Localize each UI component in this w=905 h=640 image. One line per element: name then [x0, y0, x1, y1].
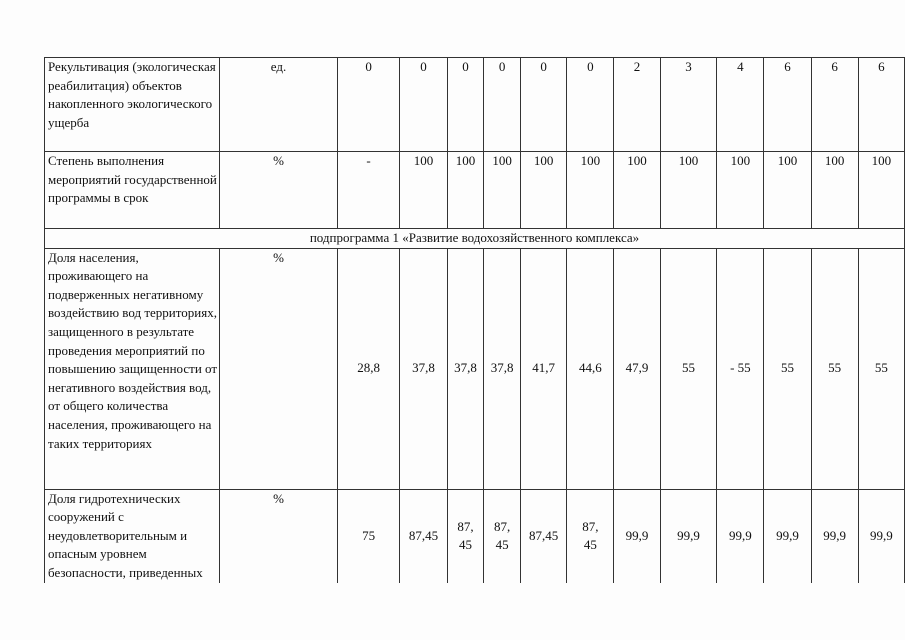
- indicator-name: Рекультивация (экологическая реабилитация) объектов накопленного экологического ущерба: [45, 58, 220, 152]
- value-cell: 6: [764, 58, 811, 152]
- value-cell: - 55: [717, 248, 764, 489]
- table-row: [45, 248, 905, 489]
- value-cell: 99,9: [858, 489, 904, 582]
- wrapped-value: 87,45: [457, 518, 474, 552]
- value-cell: 100: [858, 152, 904, 229]
- unit-cell: %: [220, 152, 338, 229]
- value-cell: 55: [811, 248, 858, 489]
- value-cell: 0: [520, 58, 566, 152]
- value-cell: 55: [660, 248, 717, 489]
- value-cell: 28,8: [337, 248, 399, 489]
- value-cell: [484, 489, 521, 582]
- value-cell: 99,9: [764, 489, 811, 582]
- indicator-name: Доля населения, проживающего на подверженных негативному воздействию вод территориях, защищенного в результате проведения мероприятий по повышению защищенности от негативного воздействия вод, от общего количества населения, проживающего на таких территориях: [45, 248, 220, 489]
- value-cell: 6: [858, 58, 904, 152]
- value-cell: 37,8: [400, 248, 447, 489]
- value-cell: 99,9: [717, 489, 764, 582]
- value-cell: 6: [811, 58, 858, 152]
- value-cell: 2: [614, 58, 660, 152]
- value-cell: 0: [484, 58, 521, 152]
- wrapped-value: 87,45: [493, 518, 511, 552]
- value-cell: 75: [337, 489, 399, 582]
- indicator-name: Доля гидротехнических сооружений с неудовлетворительным и опасным уровнем безопасности, приведенных: [45, 489, 220, 582]
- value-cell: 100: [484, 152, 521, 229]
- value-cell: 55: [858, 248, 904, 489]
- value-cell: 99,9: [614, 489, 660, 582]
- value-cell: [447, 489, 484, 582]
- value-cell: 100: [717, 152, 764, 229]
- value-cell: 37,8: [447, 248, 484, 489]
- value-cell: 99,9: [811, 489, 858, 582]
- value-cell: 37,8: [484, 248, 521, 489]
- wrapped-value: 87,45: [582, 518, 599, 552]
- value-cell: 100: [764, 152, 811, 229]
- table-row: [45, 229, 905, 249]
- value-cell: 3: [660, 58, 717, 152]
- value-cell: 100: [520, 152, 566, 229]
- value-cell: 0: [400, 58, 447, 152]
- value-cell: 100: [567, 152, 614, 229]
- value-cell: 55: [764, 248, 811, 489]
- value-cell: 4: [717, 58, 764, 152]
- value-cell: 100: [811, 152, 858, 229]
- value-cell: 41,7: [520, 248, 566, 489]
- value-cell: 87,45: [520, 489, 566, 582]
- unit-cell: %: [220, 248, 338, 489]
- value-cell: 0: [337, 58, 399, 152]
- value-cell: 100: [660, 152, 717, 229]
- value-cell: 47,9: [614, 248, 660, 489]
- table-row: [45, 152, 905, 229]
- value-cell: 100: [614, 152, 660, 229]
- value-cell: -: [337, 152, 399, 229]
- value-cell: [567, 489, 614, 582]
- value-cell: 100: [400, 152, 447, 229]
- unit-cell: %: [220, 489, 338, 582]
- value-cell: 44,6: [567, 248, 614, 489]
- value-cell: 0: [447, 58, 484, 152]
- value-cell: 87,45: [400, 489, 447, 582]
- table-row: [45, 489, 905, 582]
- table-row: [45, 58, 905, 152]
- indicator-table: [44, 57, 905, 583]
- value-cell: 99,9: [660, 489, 717, 582]
- indicator-name: Степень выполнения мероприятий государственной программы в срок: [45, 152, 220, 229]
- unit-cell: ед.: [220, 58, 338, 152]
- value-cell: 0: [567, 58, 614, 152]
- value-cell: 100: [447, 152, 484, 229]
- subprogram-heading: подпрограмма 1 «Развитие водохозяйственного комплекса»: [45, 229, 905, 249]
